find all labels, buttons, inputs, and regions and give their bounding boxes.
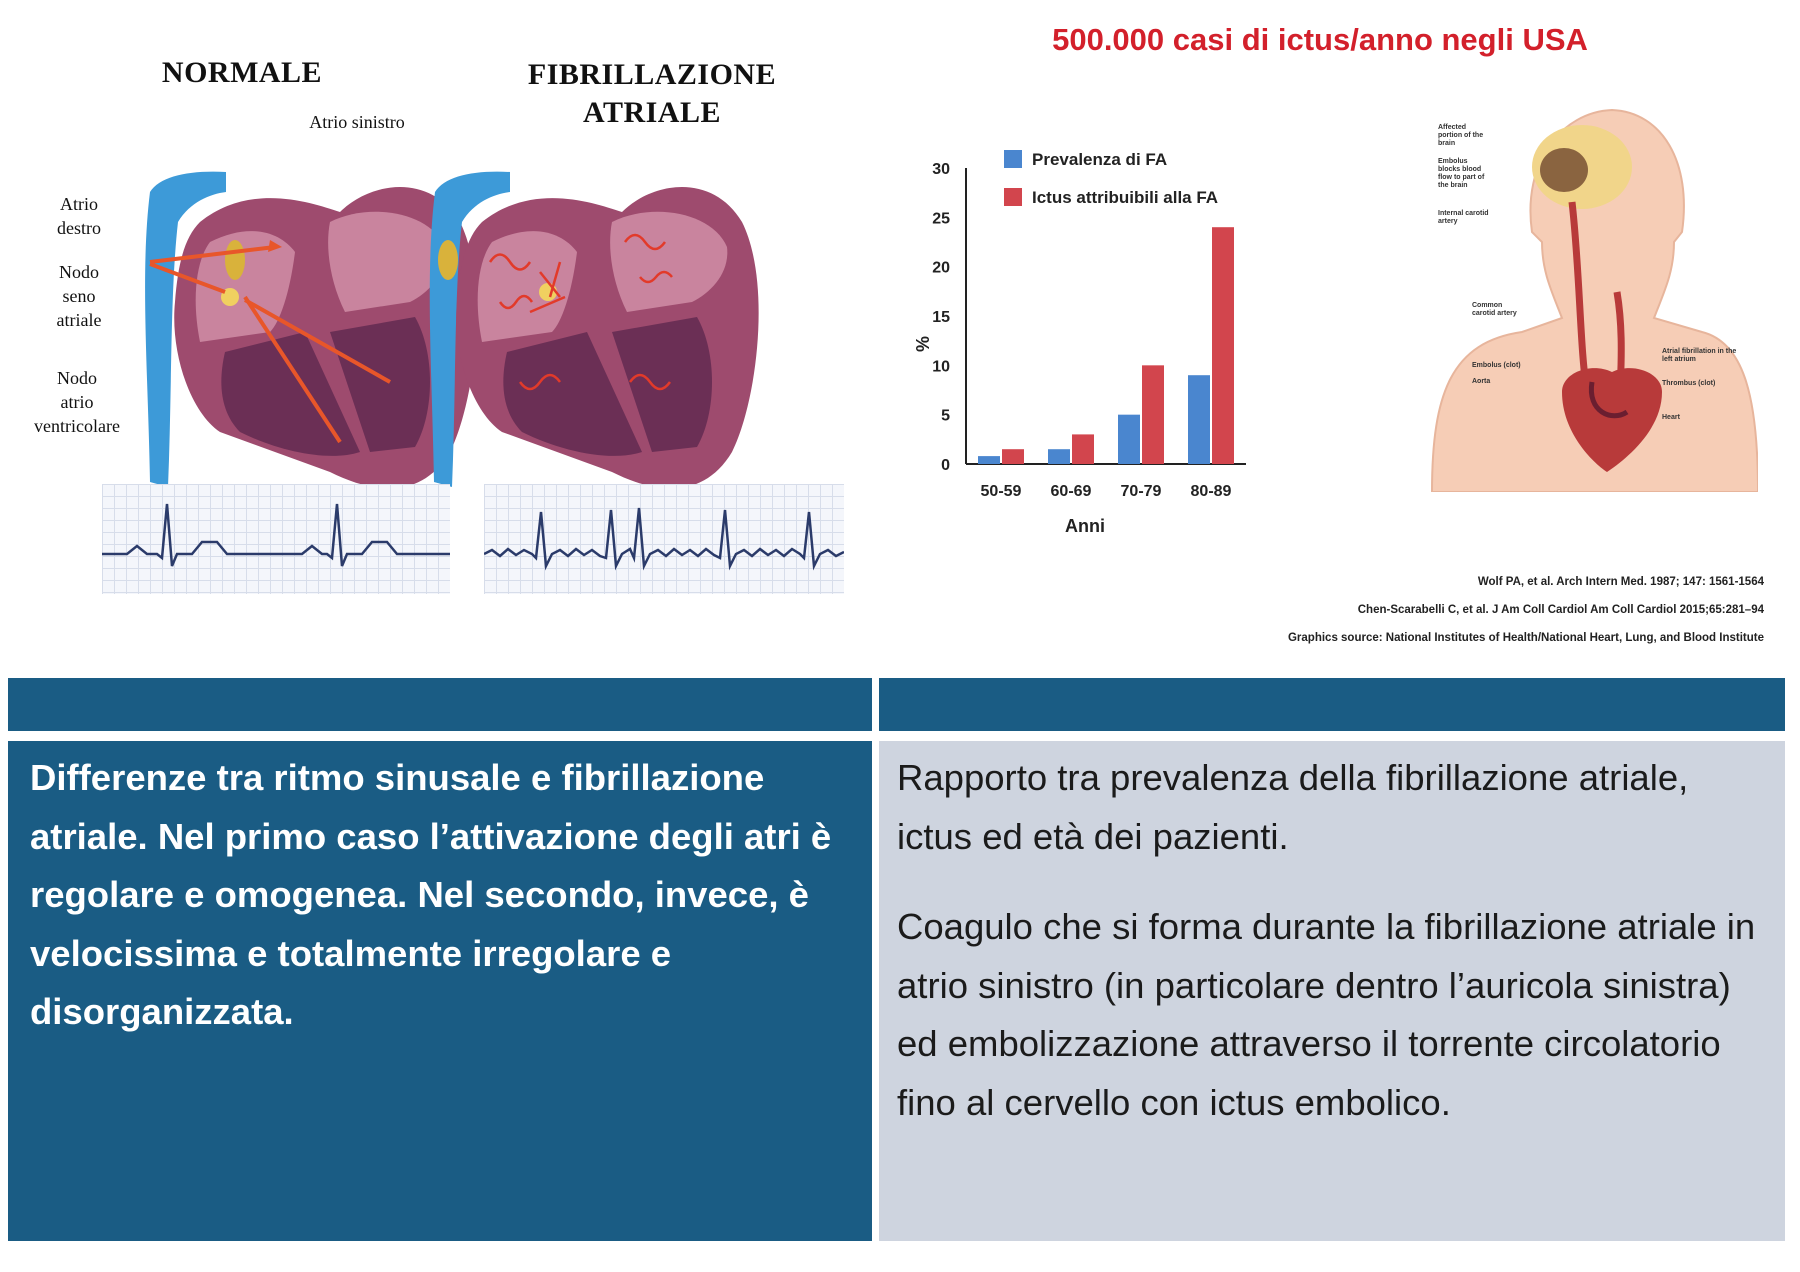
bar-chart — [870, 144, 1260, 564]
anatomy-label-internal-carotid: Internal carotid artery — [1438, 210, 1489, 225]
af-heart-illustration — [420, 152, 760, 532]
label-atrio-destro: Atrio destro — [57, 194, 101, 238]
anatomy-label-affected: Affected portion of the brain — [1438, 124, 1484, 147]
left-header-band — [8, 678, 872, 731]
right-header-band — [879, 678, 1785, 731]
anatomy-label-embolus-clot: Embolus (clot) — [1472, 362, 1521, 369]
anatomy-label-thrombus: Thrombus (clot) — [1662, 380, 1716, 387]
caption-right-paragraph-2: Coagulo che si forma durante la fibrillazione atriale in atrio sinistro (in particolare dentro l’auricola sinistra) ed embolizzazione attraverso il torrente circolatorio fino al cervello con ictus embolico. — [897, 906, 1756, 1123]
y-tick-label: 30 — [932, 161, 950, 178]
legend-swatch — [1004, 150, 1022, 168]
y-tick-label: 0 — [941, 457, 950, 474]
normal-title: NORMALE — [161, 56, 323, 89]
x-tick-label: 60-69 — [1050, 483, 1092, 500]
x-tick-label: 80-89 — [1190, 483, 1232, 500]
label-nodo-seno-atriale: Nodo seno atriale — [56, 262, 102, 330]
y-tick-label: 15 — [932, 309, 950, 326]
af-title-line1: FIBRILLAZIONE — [527, 58, 777, 91]
bar-ictus-60-69 — [1072, 434, 1094, 464]
bar-prevalenza-70-79 — [1118, 415, 1140, 464]
ecg-af-strip — [484, 484, 844, 594]
reference-graphics-source: Graphics source: National Institutes of Health/National Heart, Lung, and Blood Institute — [1287, 632, 1764, 644]
caption-left — [8, 741, 872, 1241]
ecg-normal-strip — [102, 484, 450, 594]
chart-xlabel: Anni — [1065, 516, 1105, 536]
legend-label: Ictus attribuibili alla FA — [1032, 188, 1219, 207]
x-tick-label: 50-59 — [980, 483, 1022, 500]
legend-swatch — [1004, 188, 1022, 206]
y-tick-label: 5 — [941, 407, 950, 425]
label-atrio-sinistro: Atrio sinistro — [309, 112, 405, 132]
bar-prevalenza-80-89 — [1188, 375, 1210, 464]
bar-ictus-50-59 — [1002, 449, 1024, 464]
chart-ylabel: % — [912, 335, 932, 353]
anatomy-label-heart: Heart — [1662, 414, 1680, 421]
anatomy-label-embolus-blocks: Embolus blocks blood flow to part of the brain — [1438, 158, 1485, 189]
x-tick-label: 70-79 — [1120, 483, 1162, 500]
bar-prevalenza-60-69 — [1048, 449, 1070, 464]
label-nodo-atrioventricolare: Nodo atrio ventricolare — [34, 368, 120, 436]
reference-chen: Chen-Scarabelli C, et al. J Am Coll Cardiol Am Coll Cardiol 2015;65:281–94 — [1357, 604, 1764, 616]
bar-ictus-70-79 — [1142, 365, 1164, 464]
y-tick-label: 20 — [932, 259, 950, 277]
af-title — [487, 56, 817, 132]
anatomy-label-af-left-atrium: Atrial fibrillation in the left atrium — [1662, 348, 1737, 363]
stroke-figure — [850, 4, 1790, 674]
caption-right — [879, 741, 1785, 1241]
reference-wolf: Wolf PA, et al. Arch Intern Med. 1987; 147: 1561-1564 — [1477, 576, 1764, 588]
stroke-title: 500.000 casi di ictus/anno negli USA — [1052, 22, 1588, 57]
af-title-line2: ATRIALE — [583, 96, 721, 129]
y-tick-label: 10 — [932, 358, 950, 376]
anatomy-label-aorta: Aorta — [1472, 378, 1491, 385]
bar-prevalenza-50-59 — [978, 456, 1000, 464]
legend-label: Prevalenza di FA — [1032, 150, 1168, 169]
heart-figure — [12, 44, 844, 674]
y-tick-label: 25 — [932, 210, 950, 228]
bar-ictus-80-89 — [1212, 227, 1234, 464]
anatomy-label-common-carotid: Common carotid artery — [1472, 302, 1517, 317]
caption-left-text: Differenze tra ritmo sinusale e fibrillazione atriale. Nel primo caso l’attivazione degli atri è regolare e omogenea. Nel secondo, invece, è velocissima e totalmente irregolare e disorganizzata. — [30, 757, 832, 1032]
anatomy-illustration — [1412, 92, 1758, 492]
caption-right-paragraph-1: Rapporto tra prevalenza della fibrillazione atriale, ictus ed età dei pazienti. — [897, 757, 1689, 857]
